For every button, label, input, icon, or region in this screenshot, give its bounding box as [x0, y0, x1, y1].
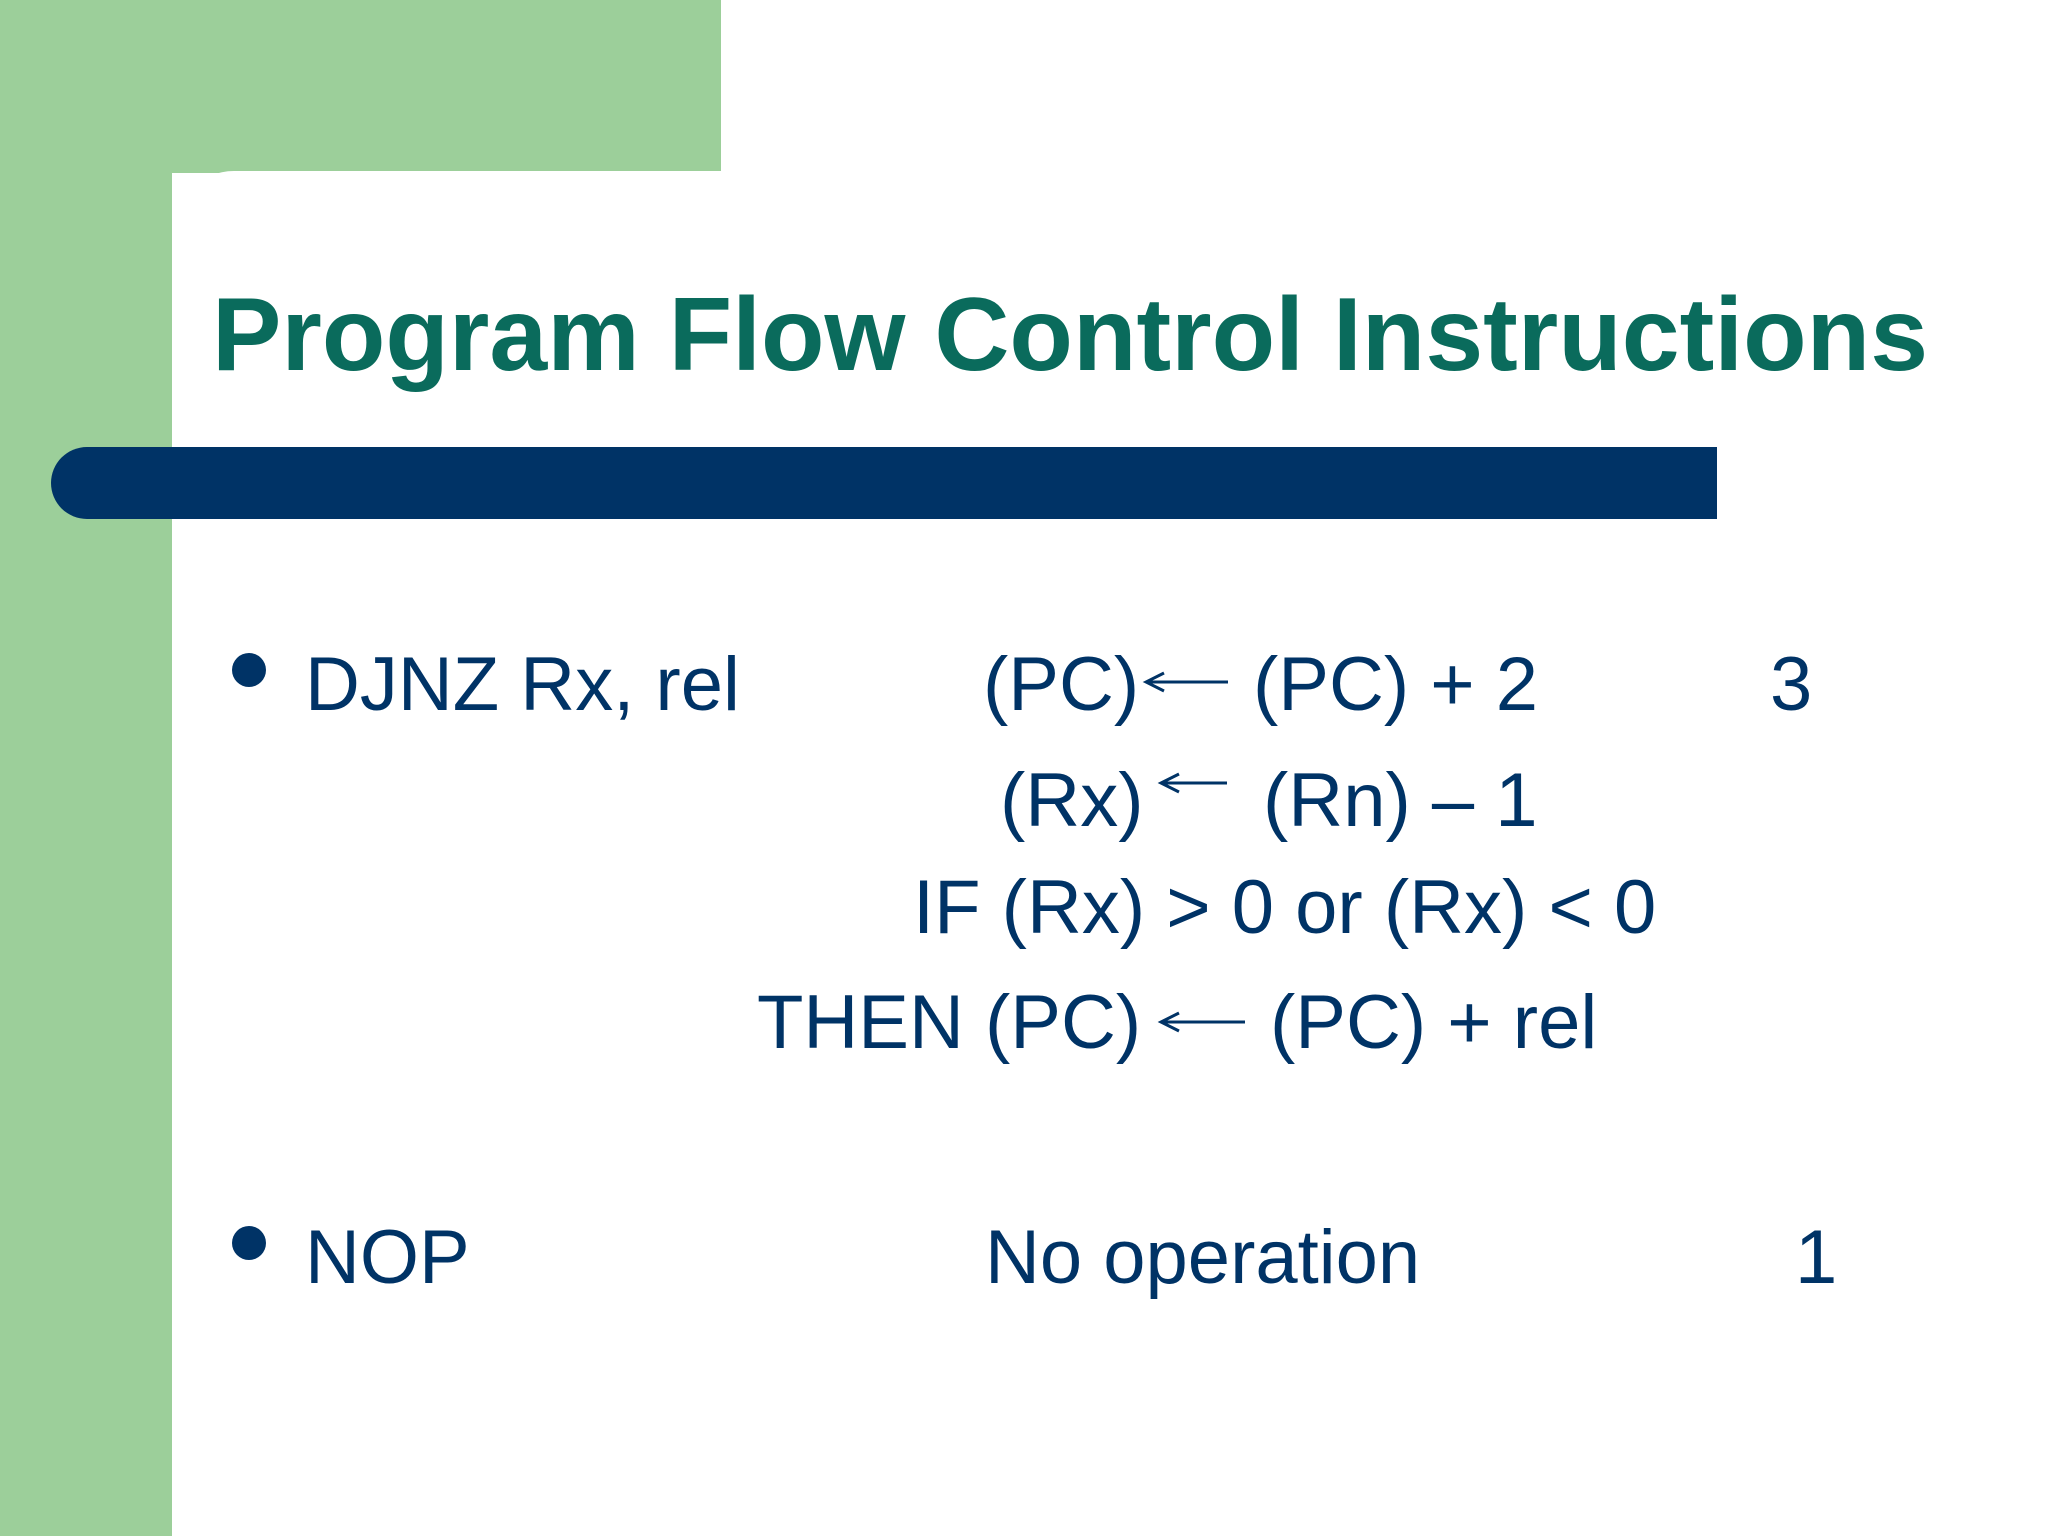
instruction-cycles: 1: [1795, 1215, 1838, 1300]
bullet-icon: [232, 653, 266, 687]
instruction-operation: No operation: [985, 1215, 1421, 1300]
operation-line-4-left: THEN (PC): [757, 980, 1142, 1065]
slide-title: Program Flow Control Instructions: [212, 277, 1929, 393]
operation-line-2-right: (Rn) – 1: [1263, 758, 1538, 843]
bullet-icon: [232, 1226, 266, 1260]
operation-line-2-left: (Rx): [1000, 758, 1144, 843]
left-arrow-icon: [1157, 771, 1227, 795]
instruction-mnemonic: NOP: [305, 1215, 470, 1300]
operation-line-3: IF (Rx) > 0 or (Rx) < 0: [913, 865, 1657, 950]
decorative-green-sidebar: [0, 0, 172, 1536]
instruction-mnemonic: DJNZ Rx, rel: [305, 642, 740, 727]
left-arrow-icon: [1142, 670, 1228, 694]
instruction-cycles: 3: [1770, 642, 1813, 727]
title-underline-bar: [51, 447, 1717, 519]
operation-line-1-left: (PC): [983, 642, 1140, 727]
left-arrow-icon: [1157, 1010, 1245, 1034]
operation-line-4-right: (PC) + rel: [1270, 980, 1598, 1065]
operation-line-1-right: (PC) + 2: [1253, 642, 1539, 727]
